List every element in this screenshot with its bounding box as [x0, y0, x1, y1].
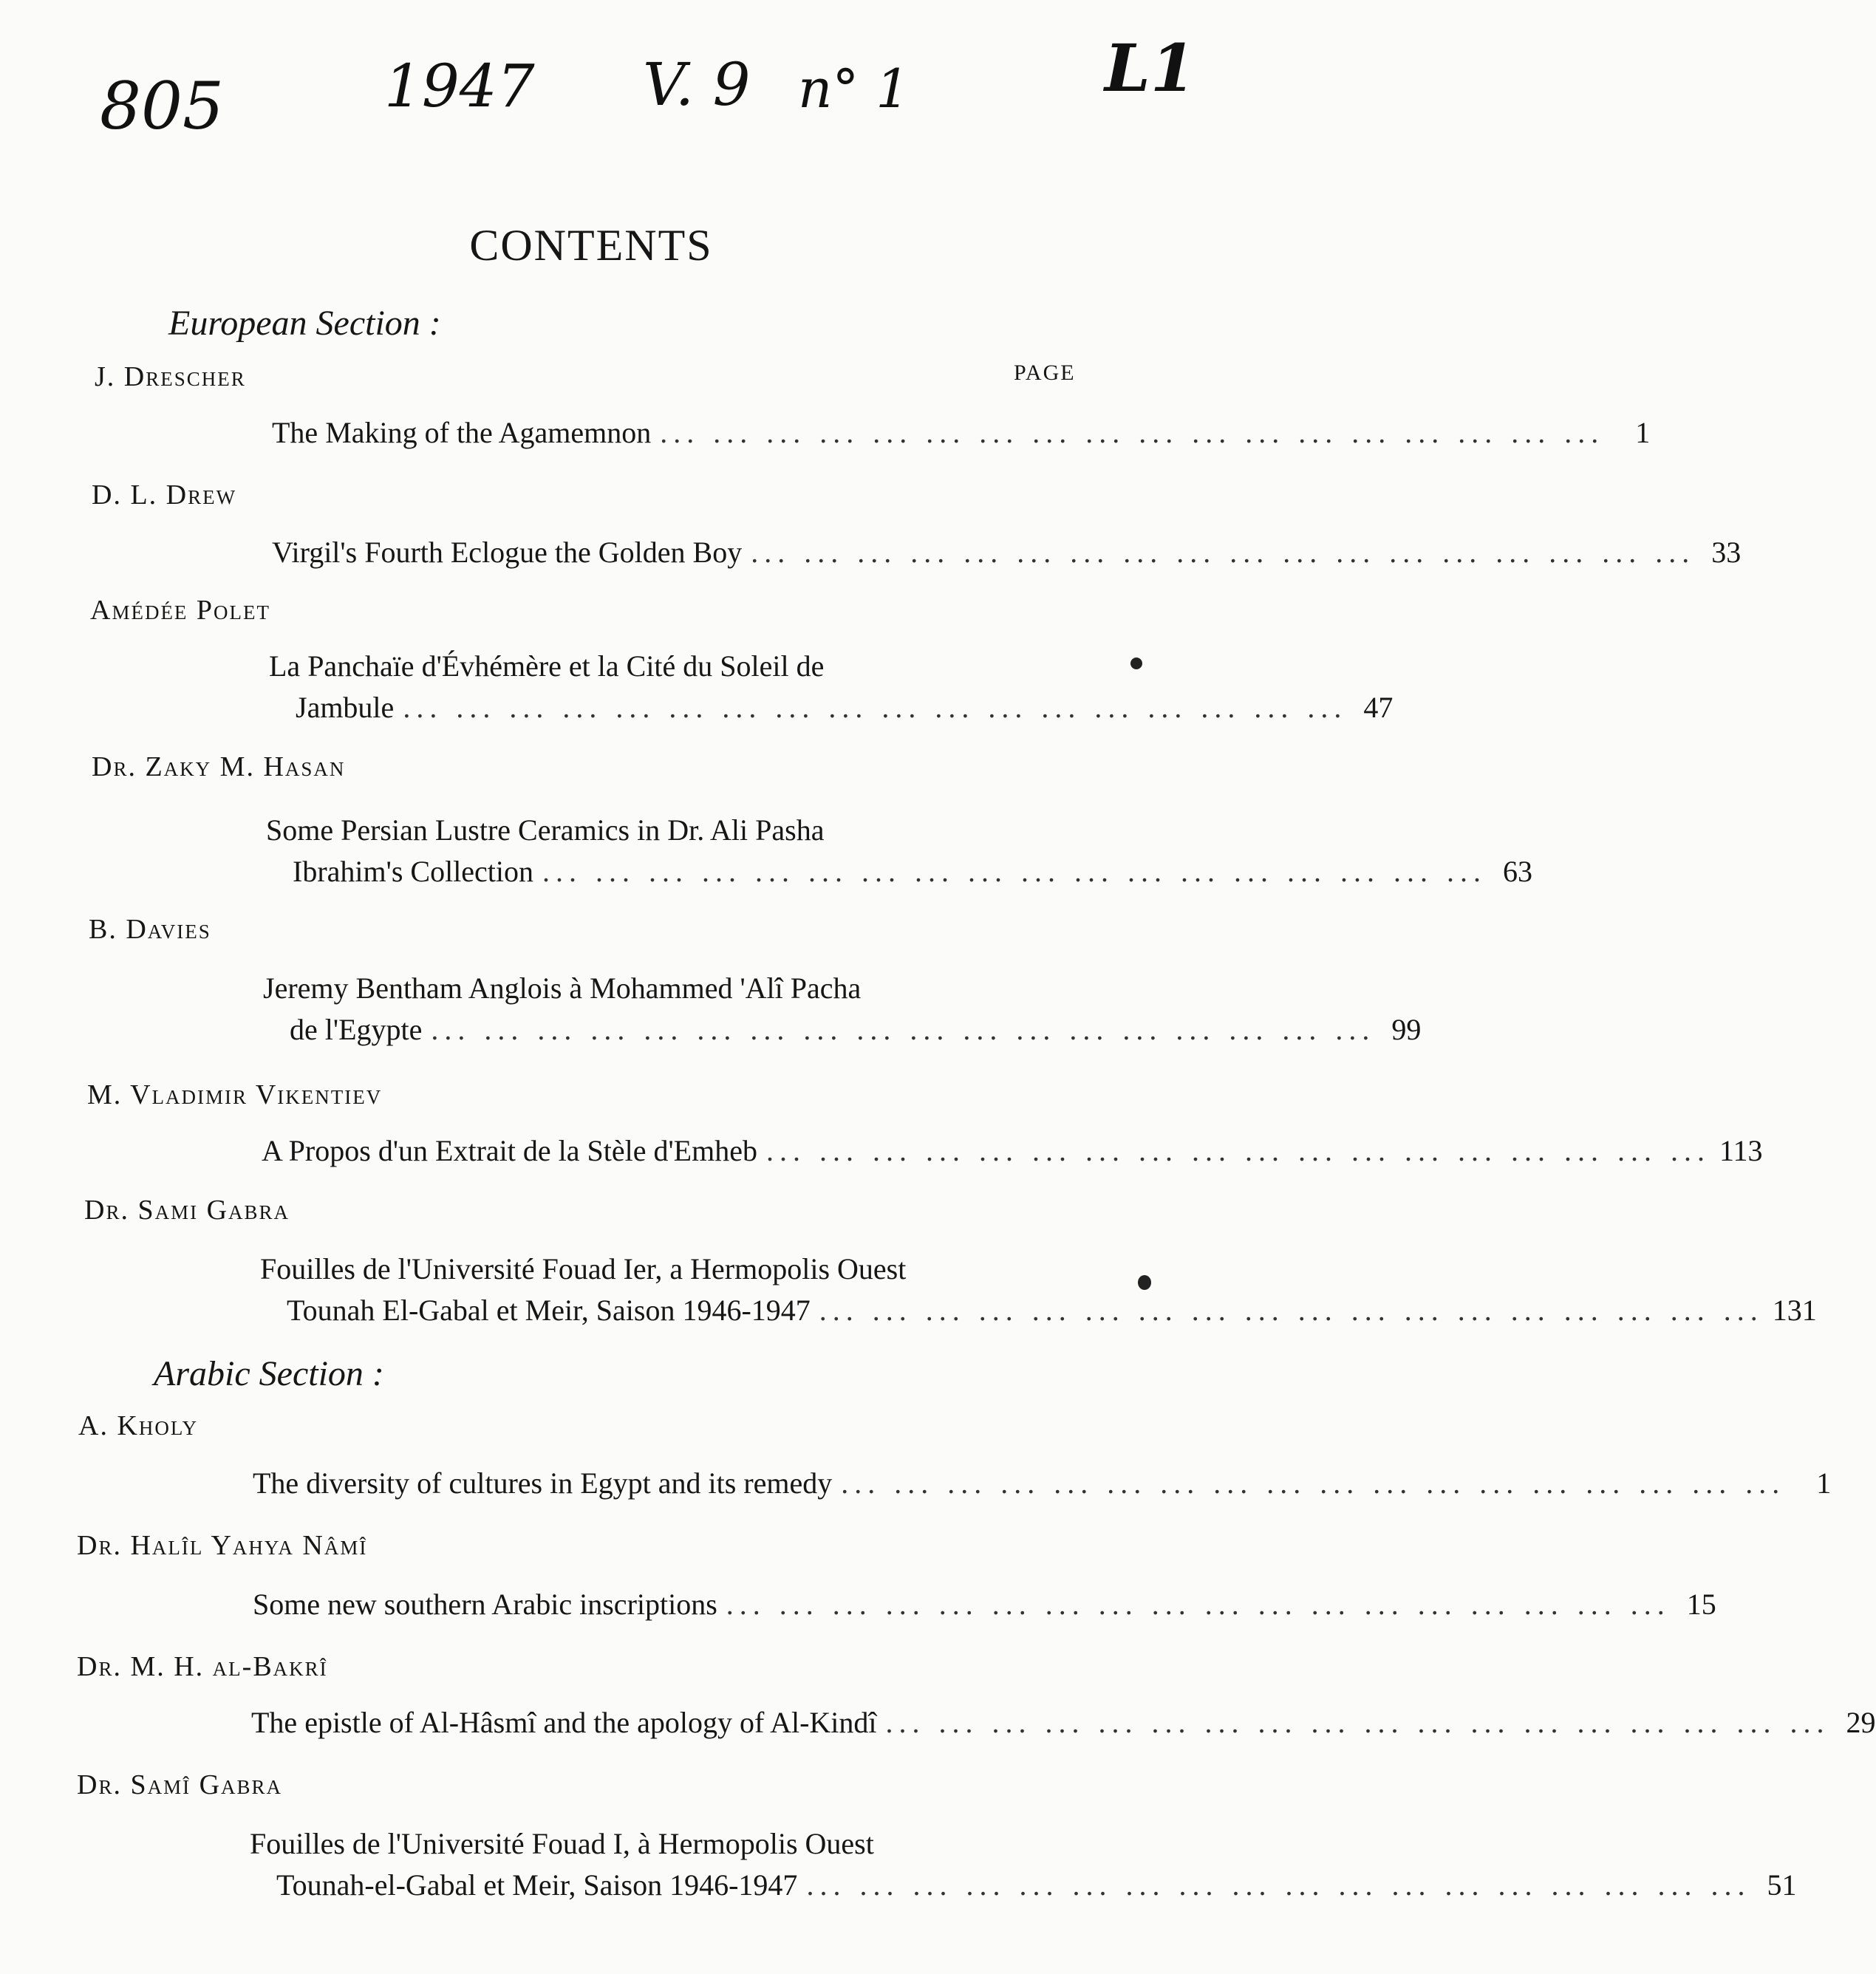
entry-page-number: 51: [1767, 1868, 1797, 1902]
entry-drew: [272, 532, 1742, 573]
entry-page-number: 29: [1846, 1706, 1876, 1739]
author-sami-gabra: Dr. Samî Gabra: [77, 1769, 283, 1800]
entry-hasan: [266, 810, 1533, 892]
entry-page-number: 15: [1686, 1588, 1716, 1621]
author-vikentiev: M. Vladimir Vikentiev: [87, 1079, 383, 1110]
entry-title-line: The Making of the Agamemnon: [272, 416, 652, 449]
handwritten-call-number: 805: [100, 68, 224, 144]
dot-leader: ... ... ... ... ... ... ... ... ... ... ... ... ... ... ... ... ... ...: [885, 1706, 1830, 1739]
entry-title-line: Ibrahim's Collection: [293, 855, 534, 888]
handwritten-volume: V. 9: [643, 50, 751, 119]
author-nami: Dr. Halîl Yahya Nâmî: [77, 1530, 368, 1561]
entry-nami: [253, 1584, 1716, 1625]
entry-bakri: [251, 1702, 1876, 1744]
author-drew: D. L. Drew: [92, 479, 237, 510]
handwritten-year: 1947: [384, 52, 535, 120]
ink-spot: [1138, 1275, 1151, 1290]
entry-page-number: 47: [1363, 691, 1394, 724]
entry-title-line: Some Persian Lustre Ceramics in Dr. Ali Pasha: [266, 813, 825, 847]
entry-title-line: Fouilles de l'Université Fouad Ier, a Hermopolis Ouest: [260, 1252, 907, 1285]
entry-drescher: [272, 412, 1651, 454]
author-drescher: J. Drescher: [95, 361, 246, 392]
entry-title-line: Virgil's Fourth Eclogue the Golden Boy: [272, 536, 743, 569]
entry-title-line: Some new southern Arabic inscriptions: [253, 1588, 717, 1621]
dot-leader: ... ... ... ... ... ... ... ... ... ... ... ... ... ... ... ... ... ...: [751, 536, 1696, 569]
entry-page-number: 1: [1635, 416, 1651, 449]
handwritten-corner-mark: L1: [1105, 30, 1196, 106]
entry-title-line: de l'Egypte: [290, 1013, 423, 1046]
entry-title-line: The diversity of cultures in Egypt and its remedy: [253, 1466, 833, 1500]
entry-title-line: Tounah El-Gabal et Meir, Saison 1946-1947: [287, 1294, 811, 1327]
handwritten-number: n° 1: [798, 58, 910, 120]
european-section-heading: European Section :: [168, 304, 441, 343]
entry-gabra: [260, 1249, 1817, 1331]
author-kholy: A. Kholy: [78, 1410, 199, 1441]
entry-page-number: 63: [1503, 855, 1533, 888]
dot-leader: ... ... ... ... ... ... ... ... ... ... ... ... ... ... ... ... ... ...: [765, 1134, 1710, 1167]
author-gabra: Dr. Sami Gabra: [84, 1195, 290, 1226]
dot-leader: ... ... ... ... ... ... ... ... ... ... ... ... ... ... ... ... ... ...: [431, 1013, 1376, 1046]
author-davies: B. Davies: [89, 914, 211, 945]
ink-spot: [1130, 658, 1142, 669]
dot-leader: ... ... ... ... ... ... ... ... ... ... ... ... ... ... ... ... ... ...: [819, 1294, 1764, 1327]
entry-title-line: La Panchaïe d'Évhémère et la Cité du Soleil de: [269, 649, 825, 683]
entry-title-line: Tounah-el-Gabal et Meir, Saison 1946-1947: [276, 1868, 798, 1902]
entry-page-number: 131: [1772, 1294, 1817, 1327]
entry-title-line: The epistle of Al-Hâsmî and the apology of Al-Kindî: [251, 1706, 877, 1739]
entry-title-line: Fouilles de l'Université Fouad I, à Hermopolis Ouest: [250, 1827, 874, 1860]
entry-title-line: Jeremy Bentham Anglois à Mohammed 'Alî Pacha: [263, 971, 862, 1005]
dot-leader: ... ... ... ... ... ... ... ... ... ... ... ... ... ... ... ... ... ...: [660, 416, 1605, 449]
entry-page-number: 113: [1719, 1134, 1763, 1167]
dot-leader: ... ... ... ... ... ... ... ... ... ... ... ... ... ... ... ... ... ...: [542, 855, 1487, 888]
arabic-section-heading: Arabic Section :: [154, 1354, 384, 1393]
dot-leader: ... ... ... ... ... ... ... ... ... ... ... ... ... ... ... ... ... ...: [726, 1588, 1671, 1621]
entry-vikentiev: [262, 1130, 1763, 1172]
author-hasan: Dr. Zaky M. Hasan: [92, 751, 346, 782]
entry-polet: [269, 646, 1394, 728]
dot-leader: ... ... ... ... ... ... ... ... ... ... ... ... ... ... ... ... ... ...: [841, 1466, 1786, 1500]
entry-title-line: Jambule: [296, 691, 395, 724]
page-title: CONTENTS: [469, 221, 713, 270]
entry-page-number: 99: [1391, 1013, 1422, 1046]
entry-kholy: [253, 1463, 1832, 1504]
entry-page-number: 33: [1711, 536, 1742, 569]
entry-page-number: 1: [1816, 1466, 1832, 1500]
author-polet: Amédée Polet: [90, 595, 271, 626]
dot-leader: ... ... ... ... ... ... ... ... ... ... ... ... ... ... ... ... ... ...: [806, 1868, 1751, 1902]
entry-title-line: A Propos d'un Extrait de la Stèle d'Emheb: [262, 1134, 757, 1167]
author-bakri: Dr. M. H. al-Bakrî: [77, 1651, 328, 1682]
entry-davies: [263, 968, 1422, 1051]
entry-sami-gabra: [250, 1823, 1797, 1906]
page-column-header: PAGE: [1014, 361, 1076, 385]
dot-leader: ... ... ... ... ... ... ... ... ... ... ... ... ... ... ... ... ... ...: [403, 691, 1348, 724]
